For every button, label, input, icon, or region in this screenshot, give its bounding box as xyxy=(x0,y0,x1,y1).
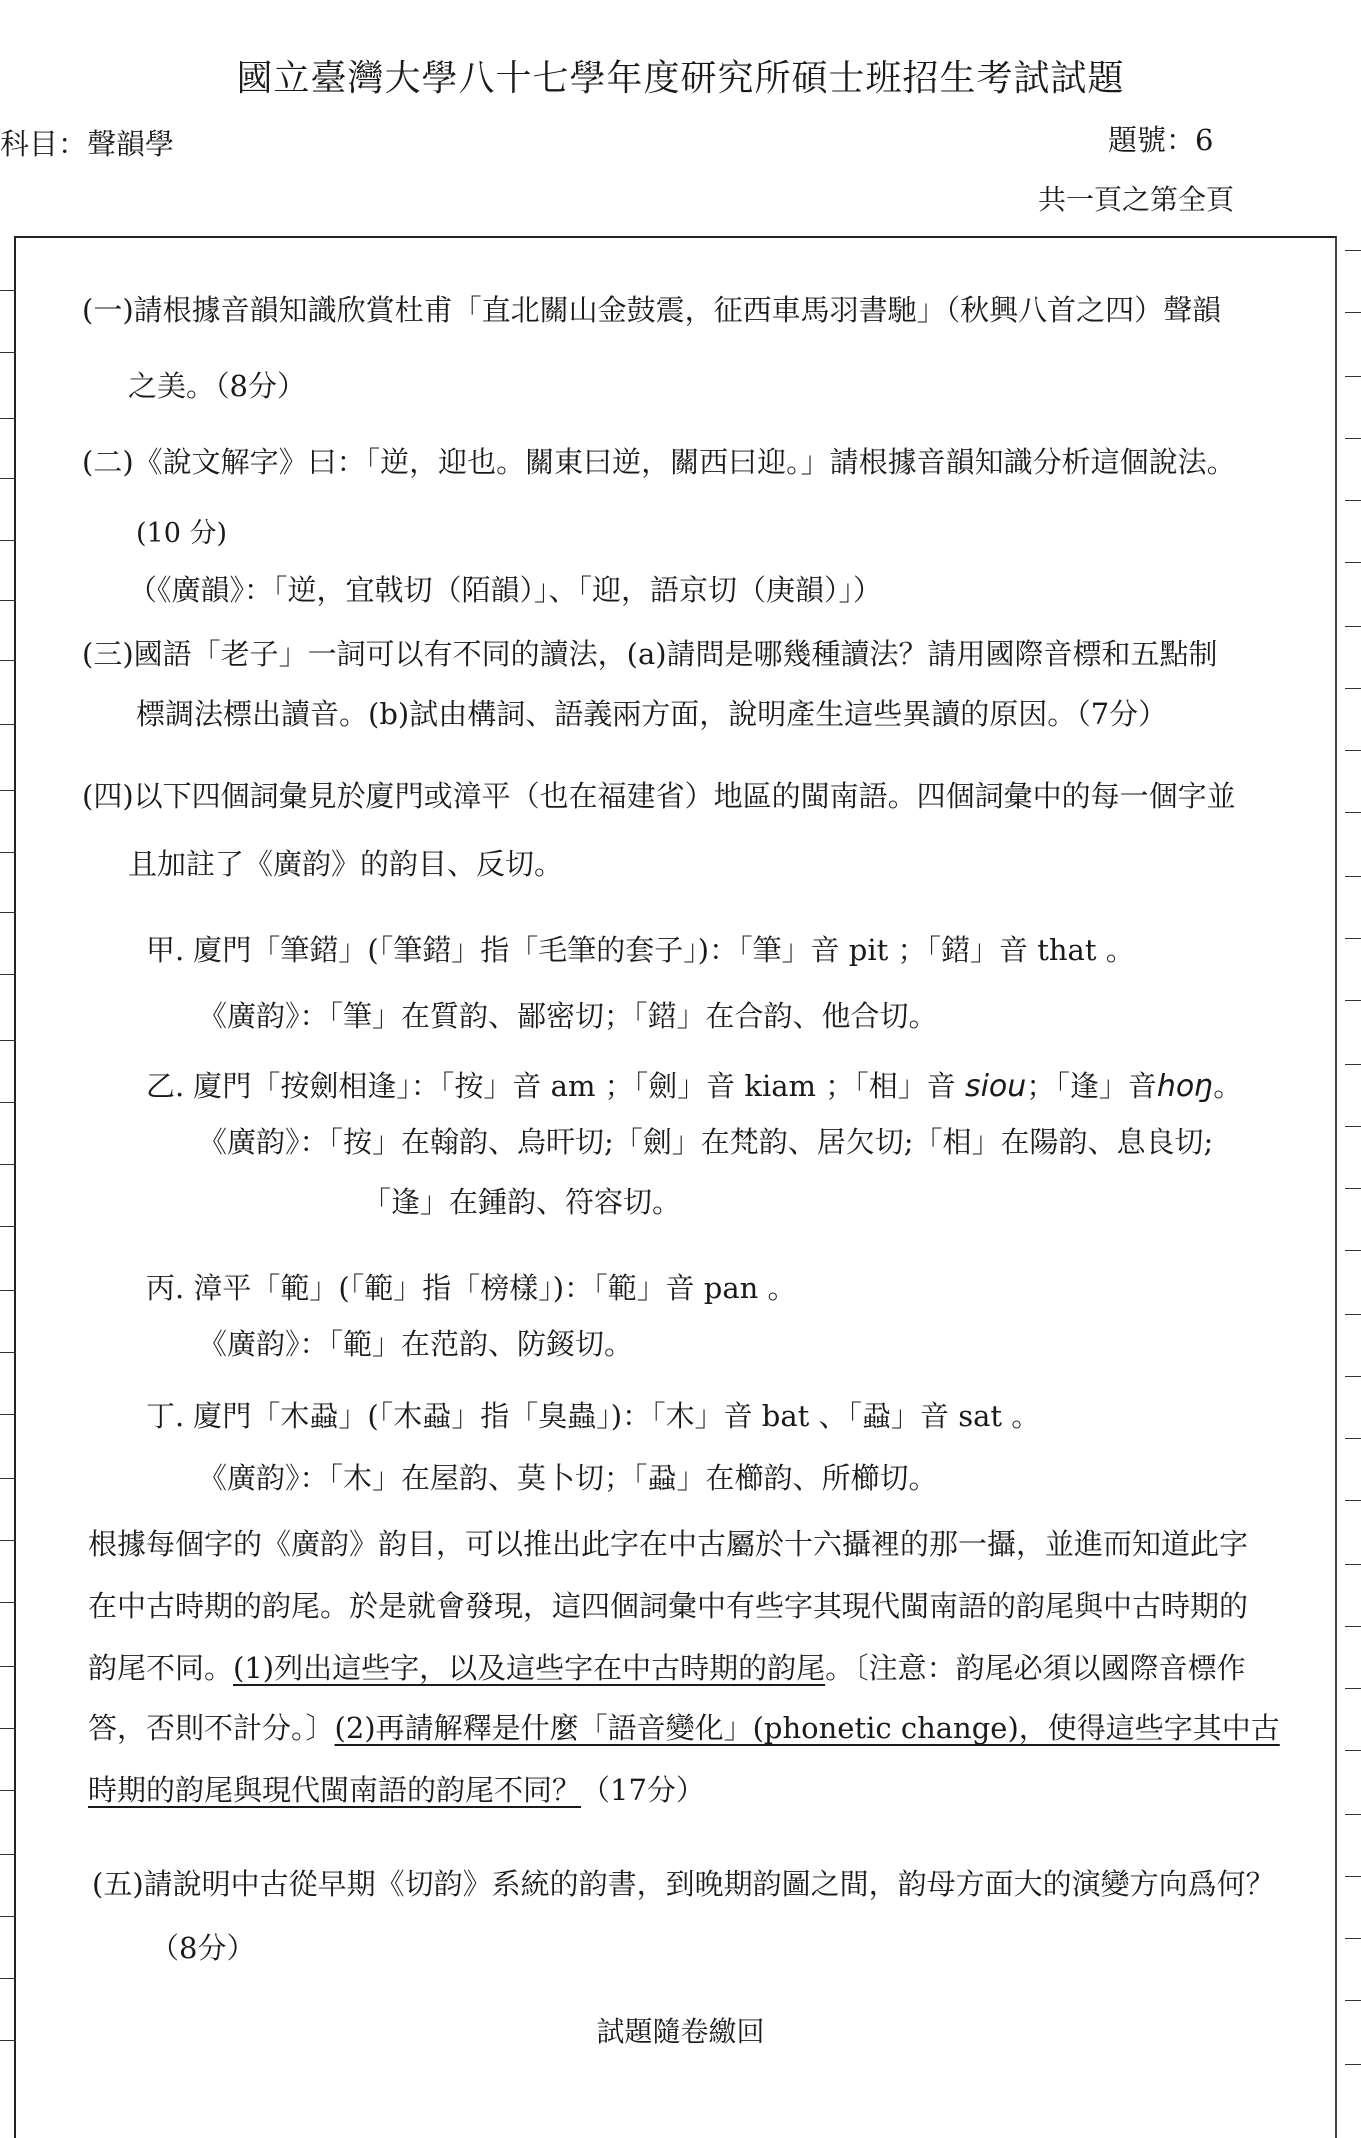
q4-item-ding-guangyun: 《廣韵》：「木」在屋韵、莫卜切；「蝨」在櫛韵、所櫛切。 xyxy=(198,1461,938,1495)
q5-line-1: (五)請說明中古從早期《切韵》系統的韵書，到晚期韵圖之間，韵母方面大的演變方向爲何？ xyxy=(92,1867,1275,1901)
q3-line-2: 標調法標出讀音。(b)試由構詞、語義兩方面，說明產生這些異讀的原因。（7分） xyxy=(136,697,1168,731)
q1-line-1: (一)請根據音韻知識欣賞杜甫「直北關山金鼓震，征西車馬羽書馳」（秋興八首之四）聲韻 xyxy=(82,293,1222,327)
q4-paragraph-line-4 xyxy=(88,1708,1280,1748)
handwritten-siou: siou xyxy=(964,1069,1027,1104)
q4-item-jia-guangyun: 《廣韵》：「筆」在質韵、鄙密切；「鍣」在合韵、他合切。 xyxy=(198,999,938,1033)
q4-item-yi-end: 。 xyxy=(1213,1069,1243,1103)
q2-line-3: （《廣韻》：「逆，宜戟切（陌韻）」、「迎，語京切（庚韻）」） xyxy=(128,573,883,607)
q4-item-bing-guangyun: 《廣韵》：「範」在范韵、防錽切。 xyxy=(198,1327,634,1361)
q2-line-2: (10 分) xyxy=(136,518,228,549)
q4-item-yi-guangyun: 《廣韵》：「按」在翰韵、烏旰切;「劍」在梵韵、居欠切;「相」在陽韵、息良切; xyxy=(198,1125,1214,1159)
q3-line-1: (三)國語「老子」一詞可以有不同的讀法，(a)請問是哪幾種讀法？請用國際音標和五點制 xyxy=(82,637,1218,671)
page-count: 共一頁之第全頁 xyxy=(1038,183,1235,216)
q2-line-1: (二)《說文解字》曰：「逆，迎也。關東曰逆，關西曰迎。」請根據音韻知識分析這個說法。 xyxy=(82,445,1236,479)
q4-item-yi-mid: ；「逢」音 xyxy=(1026,1069,1157,1103)
q4-para-3c: 。〔注意：韵尾必須以國際音標作 xyxy=(825,1651,1246,1685)
footer-note: 試題隨卷繳回 xyxy=(596,2015,765,2048)
q4-underlined-task-2: (2)再請解釋是什麼「語音變化」(phonetic change)，使得這些字其中古 xyxy=(334,1711,1280,1745)
q4-item-ding: 丁. 廈門「木蝨」(「木蝨」指「臭蟲」)：「木」音 bat 、「蝨」音 sat 。 xyxy=(146,1399,1041,1433)
q4-para-3a: 韵尾不同。 xyxy=(88,1651,234,1685)
q4-para-4a: 答，否則不計分。〕 xyxy=(88,1711,335,1745)
q1-line-2: 之美。（8分） xyxy=(128,369,306,403)
q4-underlined-task-1: (1)列出這些字，以及這些字在中古時期的韵尾 xyxy=(233,1651,826,1685)
q4-line-2: 且加註了《廣韵》的韵目、反切。 xyxy=(128,847,564,881)
q4-underlined-task-2-end: 時期的韵尾與現代閩南語的韵尾不同？ xyxy=(88,1773,582,1807)
subject-label: 科目：聲韻學 xyxy=(0,127,175,161)
q4-paragraph-line-5 xyxy=(88,1770,705,1810)
q4-paragraph-line-1: 根據每個字的《廣韵》韵目，可以推出此字在中古屬於十六攝裡的那一攝，並進而知道此字 xyxy=(88,1527,1249,1561)
q4-paragraph-line-3 xyxy=(88,1648,1246,1688)
exam-title: 國立臺灣大學八十七學年度研究所碩士班招生考試試題 xyxy=(236,58,1125,99)
q4-score: （17分） xyxy=(581,1773,705,1807)
handwritten-hong: hoŋ xyxy=(1156,1069,1214,1104)
question-number: 題號：6 xyxy=(1108,123,1214,157)
q4-item-bing: 丙. 漳平「範」(「範」指「榜樣」)：「範」音 pan 。 xyxy=(146,1271,797,1305)
q4-item-yi-text: 乙. 廈門「按劍相逢」：「按」音 am ；「劍」音 kiam ；「相」音 xyxy=(146,1069,956,1103)
q4-item-yi xyxy=(146,1066,1242,1107)
q4-item-yi-guangyun-2: 「逢」在鍾韵、符容切。 xyxy=(362,1185,682,1219)
q5-line-2: （8分） xyxy=(150,1931,256,1965)
q4-paragraph-line-2: 在中古時期的韵尾。於是就會發現，這四個詞彙中有些字其現代閩南語的韵尾與中古時期的 xyxy=(88,1589,1249,1623)
q4-item-jia: 甲. 廈門「筆鍣」(「筆鍣」指「毛筆的套子」)：「筆」音 pit ；「鍣」音 that 。 xyxy=(146,933,1135,967)
q4-line-1: (四)以下四個詞彙見於廈門或漳平（也在福建省）地區的閩南語。四個詞彙中的每一個字並 xyxy=(82,779,1236,813)
